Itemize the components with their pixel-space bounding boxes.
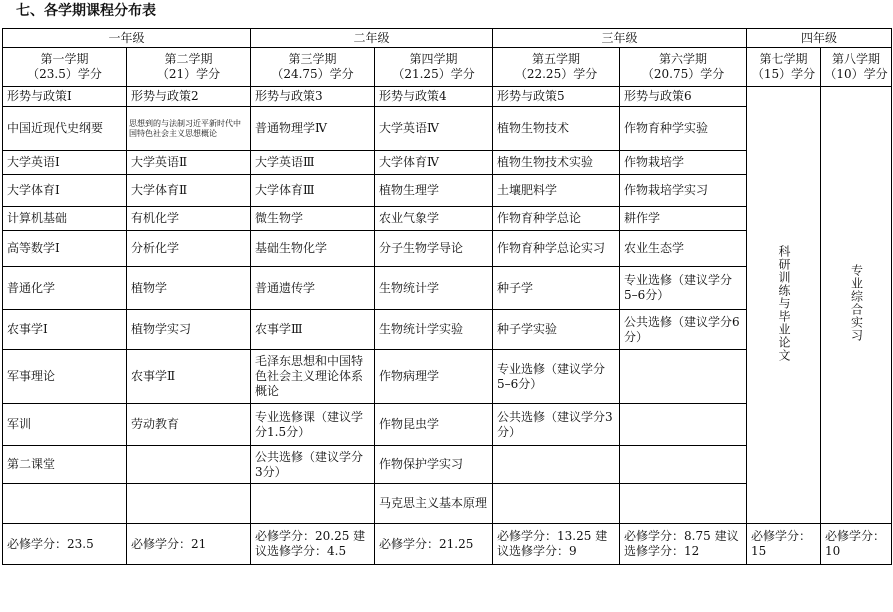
course-cell: 劳动教育	[127, 404, 251, 446]
course-cell: 有机化学	[127, 207, 251, 231]
course-cell: 作物保护学实习	[375, 446, 493, 484]
course-cell: 专业选修（建议学分5–6分）	[493, 350, 620, 404]
semester7-merged-cell	[747, 87, 821, 524]
course-cell: 分析化学	[127, 231, 251, 267]
semester-name: 第七学期	[759, 52, 808, 66]
course-cell: 作物昆虫学	[375, 404, 493, 446]
course-cell: 专业选修课（建议学分1.5分）	[251, 404, 375, 446]
course-cell: 公共选修（建议学分3分）	[493, 404, 620, 446]
course-cell: 普通化学	[3, 267, 127, 310]
semester-header	[3, 48, 127, 87]
course-cell: 分子生物学导论	[375, 231, 493, 267]
year-header: 三年级	[493, 29, 747, 48]
semester-credits: （20.75）学分	[641, 67, 725, 81]
course-cell: 高等数学Ⅰ	[3, 231, 127, 267]
course-cell: 形势与政策6	[620, 87, 747, 107]
course-cell: 形势与政策3	[251, 87, 375, 107]
semester-name: 第六学期	[659, 52, 708, 66]
course-cell: 耕作学	[620, 207, 747, 231]
course-cell: 作物育种学总论	[493, 207, 620, 231]
course-cell	[3, 484, 127, 524]
credits-summary-cell: 必修学分：23.5	[3, 524, 127, 565]
semester-credits: （21.25）学分	[392, 67, 475, 81]
course-cell: 土壤肥料学	[493, 175, 620, 207]
course-cell	[620, 404, 747, 446]
semester-name: 第三学期	[288, 52, 337, 66]
semester-credits: （24.75）学分	[271, 67, 354, 81]
credits-summary-cell: 必修学分：8.75 建议选修学分：12	[620, 524, 747, 565]
course-cell: 生物统计学实验	[375, 310, 493, 350]
course-cell: 基础生物化学	[251, 231, 375, 267]
semester-header	[620, 48, 747, 87]
semester-header-row	[3, 48, 892, 87]
course-cell: 农业气象学	[375, 207, 493, 231]
course-cell	[127, 446, 251, 484]
course-cell: 专业选修（建议学分5–6分）	[620, 267, 747, 310]
course-cell: 形势与政策Ⅰ	[3, 87, 127, 107]
course-cell: 植物生物技术实验	[493, 151, 620, 175]
semester-credits: （23.5）学分	[27, 67, 102, 81]
year-header-row	[3, 29, 892, 48]
merged-cell-text: 科研训练与毕业论文	[777, 244, 792, 362]
semester-name: 第八学期	[832, 52, 881, 66]
course-cell: 大学英语Ⅳ	[375, 107, 493, 151]
semester-name: 第一学期	[40, 52, 89, 66]
course-cell: 马克思主义基本原理	[375, 484, 493, 524]
course-cell: 作物育种学实验	[620, 107, 747, 151]
semester-credits: （15）学分	[751, 67, 816, 81]
semester-header	[747, 48, 821, 87]
course-cell: 普通物理学Ⅳ	[251, 107, 375, 151]
page-title: 七、各学期课程分布表	[16, 3, 156, 19]
semester-header	[127, 48, 251, 87]
course-cell: 植物生理学	[375, 175, 493, 207]
year-header: 一年级	[3, 29, 251, 48]
credits-summary-cell: 必修学分：20.25 建议选修学分：4.5	[251, 524, 375, 565]
semester-name: 第四学期	[409, 52, 458, 66]
course-cell: 植物学	[127, 267, 251, 310]
course-cell: 微生物学	[251, 207, 375, 231]
course-cell: 毛泽东思想和中国特色社会主义理论体系概论	[251, 350, 375, 404]
course-cell: 农业生态学	[620, 231, 747, 267]
course-cell: 作物病理学	[375, 350, 493, 404]
course-cell: 普通遗传学	[251, 267, 375, 310]
course-cell	[620, 350, 747, 404]
course-cell: 公共选修（建议学分6分）	[620, 310, 747, 350]
credits-summary-cell: 必修学分：21	[127, 524, 251, 565]
course-cell: 形势与政策2	[127, 87, 251, 107]
semester-credits: （22.25）学分	[514, 67, 598, 81]
course-cell: 作物栽培学实习	[620, 175, 747, 207]
semester-header	[821, 48, 892, 87]
semester-name: 第五学期	[532, 52, 581, 66]
course-cell: 生物统计学	[375, 267, 493, 310]
course-cell	[620, 484, 747, 524]
course-cell	[251, 484, 375, 524]
semester-header	[493, 48, 620, 87]
course-cell: 第二课堂	[3, 446, 127, 484]
course-cell: 作物栽培学	[620, 151, 747, 175]
table-row	[3, 87, 892, 107]
semester8-merged-cell	[821, 87, 892, 524]
course-cell: 植物生物技术	[493, 107, 620, 151]
credits-summary-cell: 必修学分：10	[821, 524, 892, 565]
course-distribution-table	[2, 28, 892, 565]
semester-header	[251, 48, 375, 87]
course-cell: 思想到的与法制习近平新时代中国特色社会主义思想概论	[127, 107, 251, 151]
course-cell: 农事学Ⅰ	[3, 310, 127, 350]
course-cell: 形势与政策4	[375, 87, 493, 107]
course-cell: 大学体育Ⅲ	[251, 175, 375, 207]
year-header: 四年级	[747, 29, 892, 48]
course-cell: 大学体育Ⅳ	[375, 151, 493, 175]
course-cell: 农事学Ⅲ	[251, 310, 375, 350]
semester-header	[375, 48, 493, 87]
course-cell	[127, 484, 251, 524]
course-cell: 大学体育Ⅱ	[127, 175, 251, 207]
course-cell	[493, 484, 620, 524]
course-cell: 军事理论	[3, 350, 127, 404]
course-cell: 大学英语Ⅱ	[127, 151, 251, 175]
course-cell: 作物育种学总论实习	[493, 231, 620, 267]
course-cell: 计算机基础	[3, 207, 127, 231]
course-cell	[620, 446, 747, 484]
course-cell: 大学英语Ⅰ	[3, 151, 127, 175]
course-cell: 种子学实验	[493, 310, 620, 350]
semester-credits: （21）学分	[156, 67, 221, 81]
credits-summary-cell: 必修学分：13.25 建议选修学分：9	[493, 524, 620, 565]
year-header: 二年级	[251, 29, 493, 48]
credits-summary-cell: 必修学分：21.25	[375, 524, 493, 565]
course-cell: 中国近现代史纲要	[3, 107, 127, 151]
course-cell: 形势与政策5	[493, 87, 620, 107]
semester-credits: （10）学分	[824, 67, 888, 81]
credits-summary-row	[3, 524, 892, 565]
course-cell	[493, 446, 620, 484]
course-cell: 植物学实习	[127, 310, 251, 350]
course-cell: 军训	[3, 404, 127, 446]
course-cell: 大学英语Ⅲ	[251, 151, 375, 175]
credits-summary-cell: 必修学分：15	[747, 524, 821, 565]
course-cell: 公共选修（建议学分3分）	[251, 446, 375, 484]
semester-name: 第二学期	[164, 52, 213, 66]
course-cell: 种子学	[493, 267, 620, 310]
course-cell: 大学体育Ⅰ	[3, 175, 127, 207]
merged-cell-text: 专业综合实习	[849, 264, 864, 342]
course-cell: 农事学Ⅱ	[127, 350, 251, 404]
